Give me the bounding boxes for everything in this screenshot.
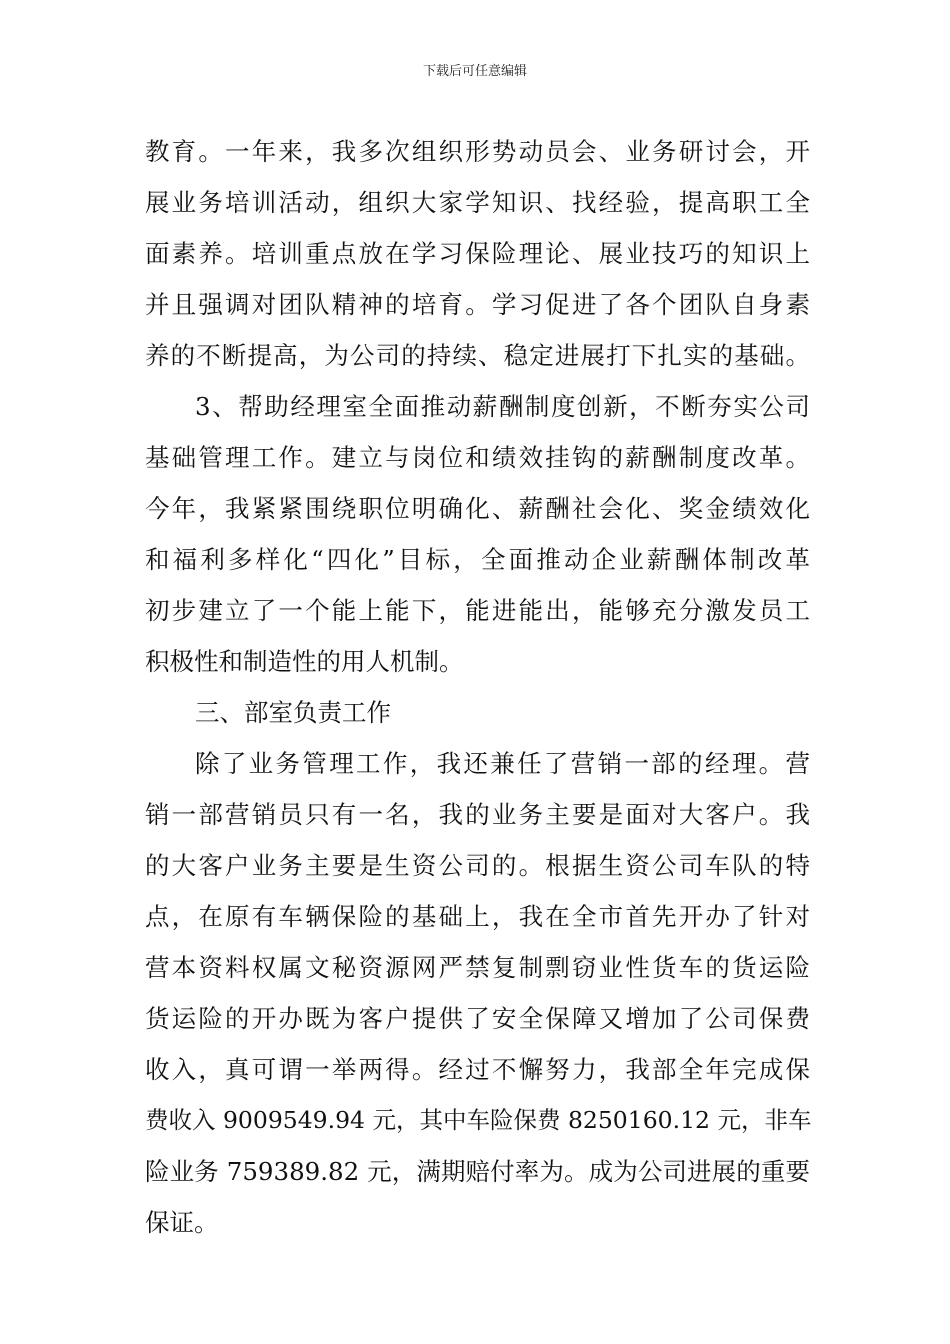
paragraph-line: 点，在原有车辆保险的基础上，我在全市首先开办了针对 — [145, 902, 810, 931]
paragraph-line: 积极性和制造性的用人机制。 — [145, 647, 464, 676]
paragraph-line: 销一部营销员只有一名，我的业务主要是面对大客户。我 — [145, 800, 810, 829]
paragraph-line: 并且强调对团队精神的培育。学习促进了各个团队自身素 — [145, 290, 810, 319]
paragraph-line: 展业务培训活动，组织大家学知识、找经验，提高职工全 — [145, 188, 810, 217]
paragraph-line: 基础管理工作。建立与岗位和绩效挂钩的薪酬制度改革。 — [145, 443, 810, 472]
paragraph-line: 险业务 759389.82 元，满期赔付率为。成为公司进展的重要 — [145, 1157, 810, 1186]
paragraph-line: 营本资料权属文秘资源网严禁复制剽窃业性货车的货运险 — [145, 953, 810, 982]
paragraph-line: 除了业务管理工作，我还兼任了营销一部的经理。营 — [195, 749, 810, 778]
paragraph-line: 费收入 9009549.94 元，其中车险保费 8250160.12 元，非车 — [145, 1106, 812, 1134]
page-header: 下载后可任意编辑 — [422, 64, 527, 79]
paragraph-line: 初步建立了一个能上能下，能进能出，能够充分激发员工 — [145, 596, 810, 625]
paragraph-line: 收入，真可谓一举两得。经过不懈努力，我部全年完成保 — [145, 1055, 810, 1084]
paragraph-line: 面素养。培训重点放在学习保险理论、展业技巧的知识上 — [145, 239, 810, 268]
paragraph-line: 货运险的开办既为客户提供了安全保障又增加了公司保费 — [145, 1004, 810, 1033]
paragraph-line: 教育。一年来，我多次组织形势动员会、业务研讨会，开 — [145, 137, 810, 166]
document-body — [145, 126, 810, 1248]
paragraph-line: 养的不断提高，为公司的持续、稳定进展打下扎实的基础。 — [145, 341, 810, 370]
section-heading: 三、部室负责工作 — [195, 698, 391, 727]
paragraph-line: 今年，我紧紧围绕职位明确化、薪酬社会化、奖金绩效化 — [145, 494, 810, 523]
paragraph-line: 的大客户业务主要是生资公司的。根据生资公司车队的特 — [145, 851, 810, 880]
paragraph-line: 3、帮助经理室全面推动薪酬制度创新，不断夯实公司 — [195, 392, 810, 421]
paragraph-line: 保证。 — [145, 1208, 219, 1237]
paragraph-line: 和福利多样化“四化”目标，全面推动企业薪酬体制改革 — [145, 545, 810, 574]
